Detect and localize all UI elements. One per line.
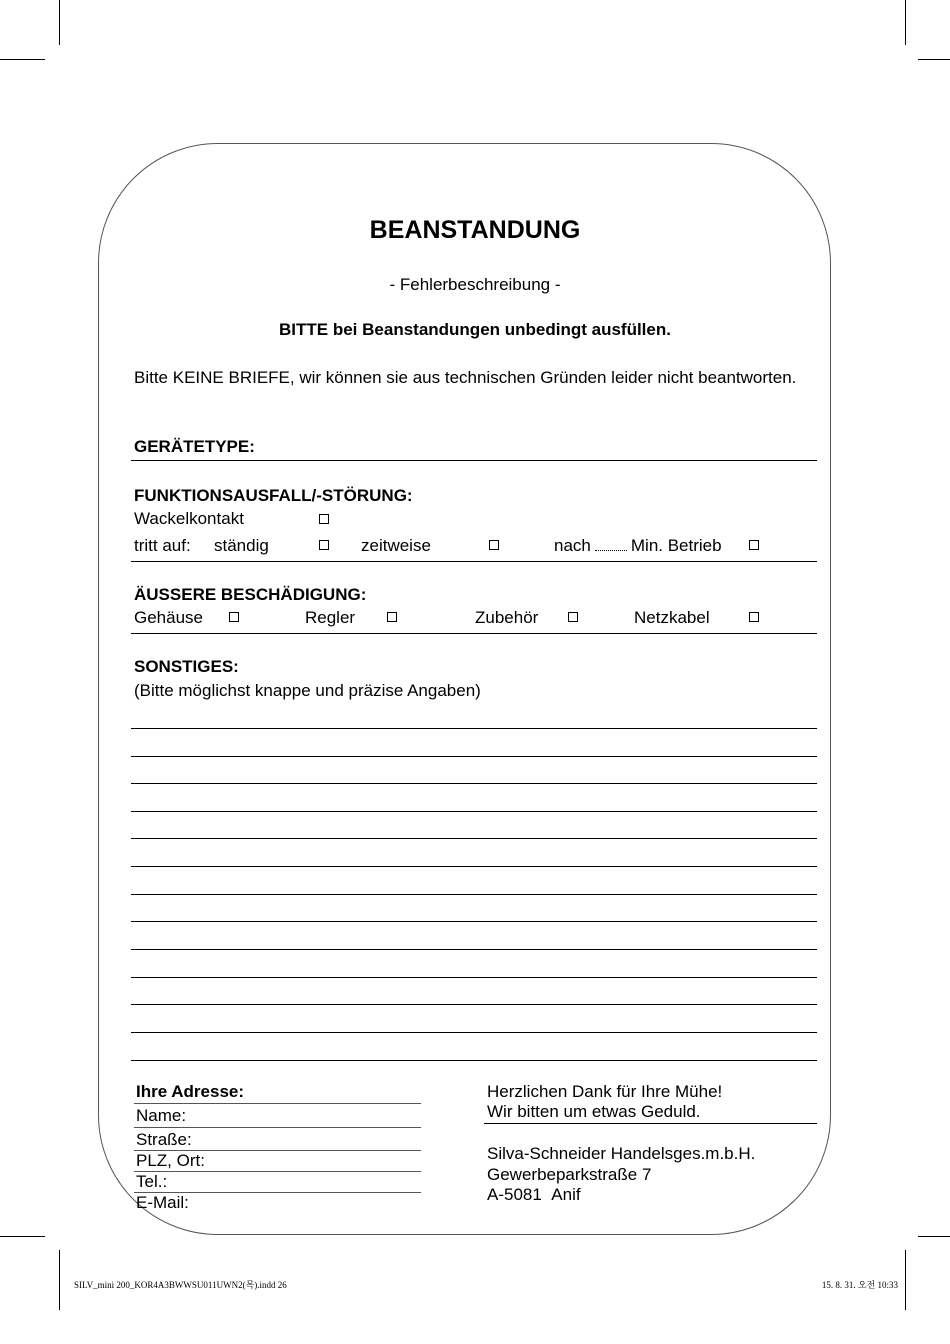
housing-checkbox[interactable] [229, 612, 239, 622]
footer-date: 15. 8. 31. 오전 10:33 [821, 1280, 898, 1290]
city-field[interactable]: PLZ, Ort: [136, 1151, 205, 1170]
loose-contact-label: Wackelkontakt [134, 509, 244, 528]
name-field[interactable]: Name: [136, 1106, 187, 1125]
power-cable-label: Netzkabel [634, 608, 710, 627]
constant-label: ständig [214, 536, 269, 555]
notes-line[interactable] [131, 811, 817, 812]
power-cable-checkbox[interactable] [749, 612, 759, 622]
notes-line[interactable] [131, 838, 817, 839]
controller-label: Regler [305, 608, 356, 627]
crop-mark [59, 1250, 60, 1310]
damage-line [131, 633, 817, 634]
crop-mark [918, 59, 950, 60]
company-postcode: A-5081 [487, 1185, 542, 1204]
loose-contact-checkbox[interactable] [319, 514, 329, 524]
crop-mark [0, 1236, 45, 1237]
intermittent-checkbox[interactable] [489, 540, 499, 550]
device-type-label: GERÄTETYPE: [134, 437, 255, 456]
after-text: nach [554, 536, 591, 555]
notes-line[interactable] [131, 1004, 817, 1005]
thanks-line-1: Herzlichen Dank für Ihre Mühe! [487, 1082, 723, 1101]
address-line [134, 1127, 421, 1128]
notes-line[interactable] [131, 1060, 817, 1061]
after-operation-text: Min. Betrieb [630, 536, 722, 555]
occurs-label: tritt auf: [134, 536, 191, 555]
notes-line[interactable] [131, 921, 817, 922]
after-label [554, 536, 722, 556]
footer-filename: SILV_mini 200_KOR4A3BWWSU011UWN2(목).indd 26 [74, 1280, 287, 1290]
thanks-line-2: Wir bitten um etwas Geduld. [487, 1102, 701, 1121]
company-name: Silva-Schneider Handelsges.m.b.H. [487, 1144, 756, 1163]
device-type-line[interactable] [131, 460, 817, 461]
address-line [134, 1103, 421, 1104]
crop-mark [918, 1236, 950, 1237]
minutes-blank[interactable] [595, 540, 627, 551]
damage-label: ÄUSSERE BESCHÄDIGUNG: [134, 585, 367, 604]
notes-line[interactable] [131, 728, 817, 729]
other-hint: (Bitte möglichst knappe und präzise Angaben) [134, 681, 481, 700]
notes-line[interactable] [131, 949, 817, 950]
notes-line[interactable] [131, 977, 817, 978]
notes-line[interactable] [131, 894, 817, 895]
address-label: Ihre Adresse: [136, 1082, 245, 1101]
crop-mark [0, 59, 45, 60]
accessories-label: Zubehör [475, 608, 539, 627]
housing-label: Gehäuse [134, 608, 203, 627]
crop-mark [905, 0, 906, 45]
notes-line[interactable] [131, 783, 817, 784]
constant-checkbox[interactable] [319, 540, 329, 550]
form-subtitle: - Fehlerbeschreibung - [389, 275, 561, 294]
street-field[interactable]: Straße: [136, 1130, 192, 1149]
controller-checkbox[interactable] [387, 612, 397, 622]
after-operation-checkbox[interactable] [749, 540, 759, 550]
notes-line[interactable] [131, 866, 817, 867]
intermittent-label: zeitweise [361, 536, 431, 555]
phone-field[interactable]: Tel.: [136, 1172, 168, 1191]
malfunction-label: FUNKTIONSAUSFALL/-STÖRUNG: [134, 486, 413, 505]
notice-text: BITTE bei Beanstandungen unbedingt ausfüllen. [279, 320, 671, 339]
malfunction-line [131, 561, 817, 562]
company-town: Anif [551, 1185, 581, 1204]
company-street: Gewerbeparkstraße 7 [487, 1165, 652, 1184]
form-title: BEANSTANDUNG [369, 216, 581, 244]
other-label: SONSTIGES: [134, 657, 239, 676]
company-city [487, 1185, 581, 1205]
thanks-line [484, 1123, 817, 1124]
intro-text: Bitte KEINE BRIEFE, wir können sie aus technischen Gründen leider nicht beantworten. [134, 368, 797, 387]
address-line [134, 1171, 421, 1172]
accessories-checkbox[interactable] [568, 612, 578, 622]
crop-mark [59, 0, 60, 45]
notes-line[interactable] [131, 756, 817, 757]
email-field[interactable]: E-Mail: [136, 1193, 189, 1212]
notes-line[interactable] [131, 1032, 817, 1033]
crop-mark [905, 1250, 906, 1310]
